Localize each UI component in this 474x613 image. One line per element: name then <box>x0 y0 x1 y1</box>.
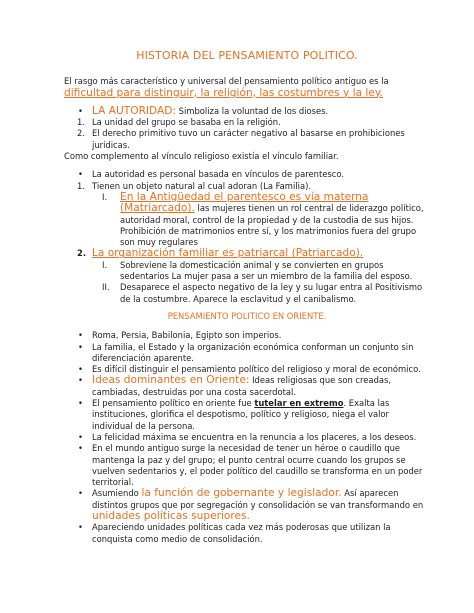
list-item-text: Asumiendo <box>92 488 142 499</box>
bullet-icon: • <box>78 341 83 352</box>
list-marker: II. <box>102 282 110 293</box>
list-item <box>64 260 430 283</box>
bullet-icon: • <box>78 431 83 442</box>
bullet-icon: • <box>78 522 83 533</box>
list-item-text: Ideas religiosas que son creadas, cambiadas, destruidas por una costa sacerdotal. <box>92 375 392 397</box>
authority-list <box>64 106 430 117</box>
intro-text: El rasgo más característico y universal del pensamiento político antiguo es la <box>64 76 389 87</box>
family-paragraph: Como complemento al vínculo religioso existía el vínculo familiar. <box>64 151 339 162</box>
list-item-text: La felicidad máxima se encuentra en la renuncia a los placeres, a los deseos. <box>92 431 417 442</box>
list-marker: I. <box>102 259 108 270</box>
bullet-icon: • <box>78 488 83 499</box>
list-item-text: Roma, Persia, Babilonia, Egipto son imperios. <box>92 330 282 341</box>
list-item <box>64 432 430 443</box>
patriarcado-list <box>64 260 430 305</box>
list-marker: 1. <box>77 117 85 128</box>
list-item <box>64 248 430 259</box>
list-item-text: Sobreviene la domesticación animal y se convierten en grupos sedentarios La mujer pasa a ser un miembro de la familia del esposo. <box>120 259 413 282</box>
matriarcado-list <box>64 192 430 248</box>
list-item <box>64 106 430 117</box>
list-item <box>64 169 430 180</box>
list-item <box>64 443 430 488</box>
gobernante-highlight: la función de gobernante y legislador. <box>141 487 342 500</box>
document-title: HISTORIA DEL PENSAMIENTO POLITICO. <box>136 49 358 62</box>
list-marker: 2. <box>77 128 85 139</box>
list-item <box>64 342 430 365</box>
list-item <box>64 282 430 305</box>
authority-numbered-list <box>64 117 430 151</box>
list-item-text: Tienen un objeto natural al cual adoran (La Familia). <box>92 180 312 191</box>
bullet-icon: • <box>78 169 83 180</box>
list-item <box>64 330 430 341</box>
oriente-list <box>64 330 430 545</box>
bullet-icon: • <box>78 364 83 375</box>
patriarcado-highlight: La organización familiar es patriarcal (Patriarcado). <box>92 247 364 260</box>
bullet-icon: • <box>78 330 83 341</box>
bullet-icon: • <box>78 375 83 386</box>
bullet-icon: • <box>78 105 83 116</box>
family-numbered-list-2 <box>64 248 430 259</box>
list-item <box>64 192 430 248</box>
unidades-highlight: unidades políticas superiores. <box>92 509 250 522</box>
list-marker: 1. <box>77 180 85 191</box>
list-item-text: Así aparecen distintos grupos que por segregación y consolidación se van transformando en <box>92 488 424 510</box>
section-heading-oriente: PENSAMIENTO POLITICO EN ORIENTE. <box>167 310 327 321</box>
list-item-text: La familia, el Estado y la organización económica conforman un conjunto sin diferenciación aparente. <box>92 341 414 363</box>
list-item-text: La autoridad es personal basada en vínculos de parentesco. <box>92 169 345 180</box>
list-item-text: El derecho primitivo tuvo un carácter negativo al basarse en prohibiciones jurídicas. <box>92 128 405 150</box>
list-item <box>64 128 430 151</box>
list-marker: I. <box>102 191 108 202</box>
list-item <box>64 375 430 398</box>
authority-text: Simboliza la voluntad de los dioses. <box>176 105 329 116</box>
ideas-highlight: Ideas dominantes en Oriente: <box>92 374 250 387</box>
list-item <box>64 488 430 522</box>
bullet-icon: • <box>78 398 83 409</box>
list-item-text: Apareciendo unidades políticas cada vez más poderosas que utilizan la conquista como medio de consolidación. <box>92 522 391 544</box>
authority-highlight: LA AUTORIDAD: <box>92 104 176 117</box>
intro-paragraph <box>64 76 430 99</box>
list-item <box>64 398 430 432</box>
list-item <box>64 522 430 545</box>
list-item-text: Es difícil distinguir el pensamiento político del religioso y moral de económico. <box>92 364 421 375</box>
matriarcado-text: las mujeres tienen un rol central de liderazgo político, autoridad moral, control de la propiedad y de la custodia de sus hijos. Prohibición de matrimonios entre sí, y los matrimonios fuera del grupo son muy regulares <box>120 203 424 248</box>
tutelar-emphasis: tutelar en extremo <box>254 398 344 409</box>
family-list <box>64 169 430 180</box>
list-marker: 2. <box>77 248 87 259</box>
list-item <box>64 117 430 128</box>
list-item-text: Desaparece el aspecto negativo de la ley y su lugar entra al Positivismo de la costumbre. Aparece la esclavitud y el canibalismo. <box>120 282 423 304</box>
matriarcado-highlight: En la Antigüedad el parentesco es vía materna (Matriarcado). <box>120 190 369 215</box>
list-item-text: En el mundo antiguo surge la necesidad de tener un héroe o caudillo que mantenga la paz y del grupo; el punto central ocurre cuando los grupos se vuelven sedentarios y, el poder político del caudillo se transforma en un poder territorial. <box>92 443 423 488</box>
list-item-text: La unidad del grupo se basaba en la religión. <box>92 117 281 128</box>
intro-highlight: dificultad para distinguir, la religión, las costumbres y la ley. <box>64 86 384 99</box>
list-item-text: El pensamiento político en oriente fue <box>92 398 255 409</box>
list-item-text: . Exalta las instituciones, glorifica el despotismo, político y religioso, niega el valor individual de la persona. <box>92 398 390 431</box>
bullet-icon: • <box>78 443 83 454</box>
